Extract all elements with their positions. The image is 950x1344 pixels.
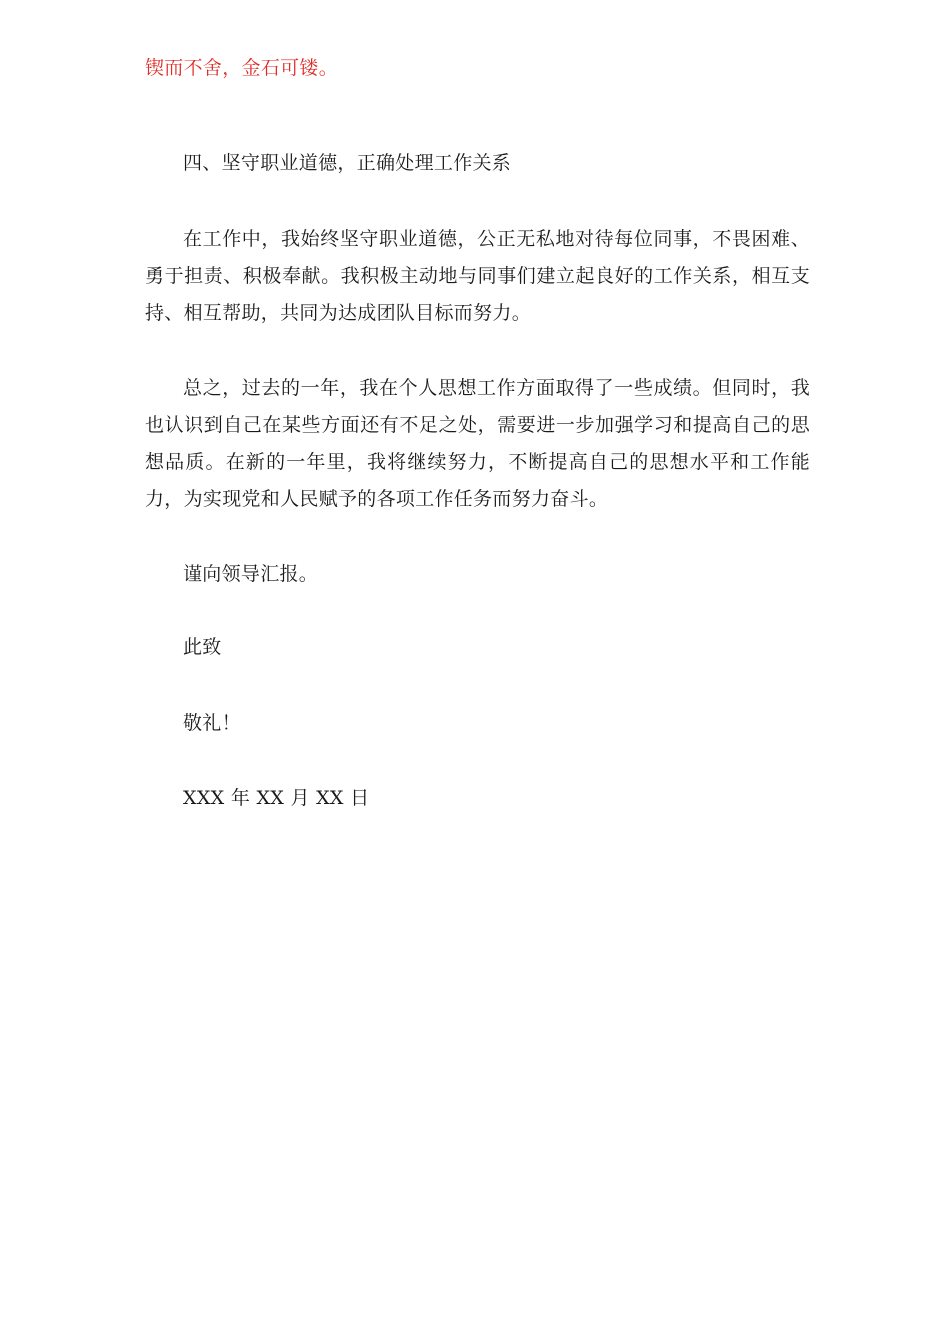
closing-regards: 敬礼！ [183, 712, 241, 734]
closing-salutation: 此致 [183, 636, 222, 658]
paragraph-work-ethics: 在工作中，我始终坚守职业道德，公正无私地对待每位同事，不畏困难、勇于担责、积极奉献。我积极主动地与同事们建立起良好的工作关系，相互支持、相互帮助，共同为达成团队目标而努力。 [145, 228, 810, 324]
report-line: 谨向领导汇报。 [183, 563, 319, 585]
paragraph-summary: 总之，过去的一年，我在个人思想工作方面取得了一些成绩。但同时，我也认识到自己在某些方面还有不足之处，需要进一步加强学习和提高自己的思想品质。在新的一年里，我将继续努力，不断提高自己的思想水平和工作能力，为实现党和人民赋予的各项工作任务而努力奋斗。 [145, 377, 810, 510]
section-heading: 四、坚守职业道德，正确处理工作关系 [183, 152, 512, 174]
carry-over-line: 锲而不舍，金石可镂。 [145, 57, 339, 79]
date-line: XXX 年 XX 月 XX 日 [183, 787, 370, 809]
